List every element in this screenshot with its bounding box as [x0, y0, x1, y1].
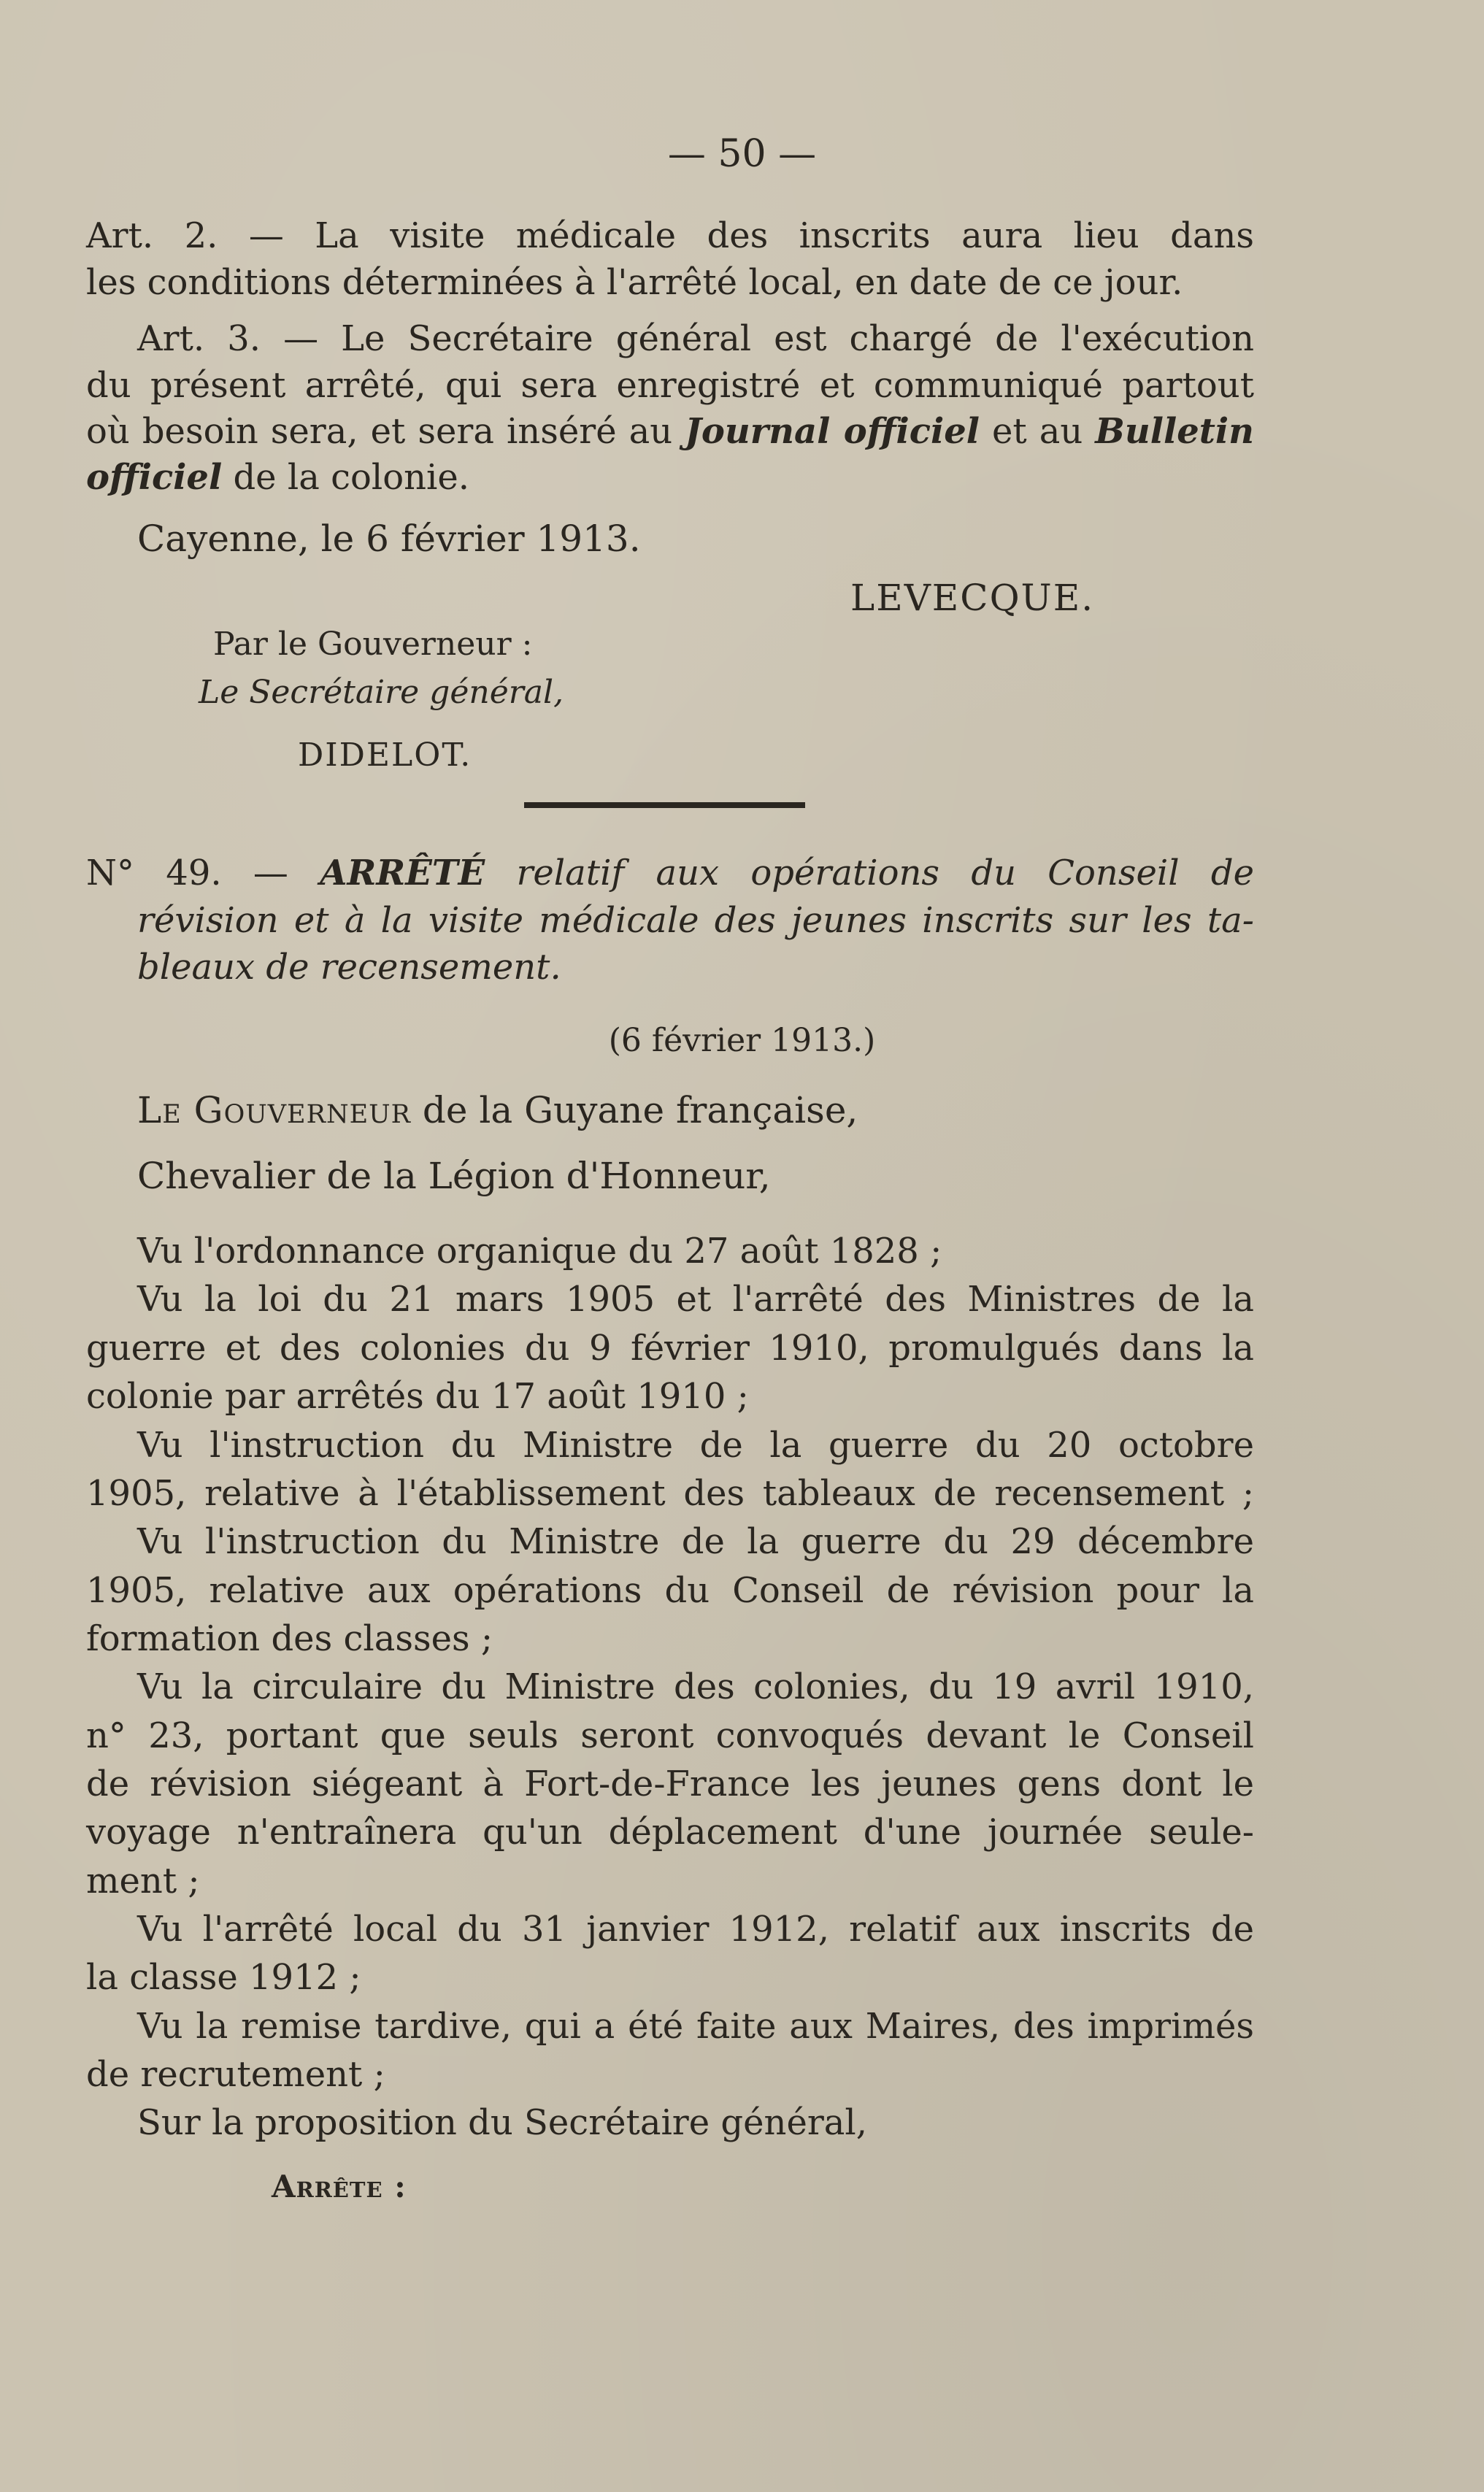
par-le-gouverneur: Par le Gouverneur : [213, 626, 533, 663]
vu-line-7: Vu l'instruction du Ministre de la guerre du 29 décembre [137, 1521, 1254, 1562]
decree-arrete: ARRÊTÉ [320, 853, 485, 893]
art3-line-3-c: et au [979, 411, 1096, 452]
decree-title-line-2: révision et à la visite médicale des jeunes inscrits sur les ta- [137, 900, 1254, 941]
journal-officiel-ref: Journal officiel [685, 411, 980, 452]
vu-line-2: Vu la loi du 21 mars 1905 et l'arrêté des Ministres de la [137, 1279, 1254, 1320]
vu-line-9: formation des classes ; [86, 1618, 493, 1659]
vu-line-4: colonie par arrêtés du 17 août 1910 ; [86, 1376, 749, 1417]
decree-date: (6 février 1913.) [608, 1022, 876, 1059]
vu-line-16: la classe 1912 ; [86, 1957, 361, 1998]
art3-line-3-a: où besoin sera, et sera inséré au [86, 411, 685, 452]
vu-line-10: Vu la circulaire du Ministre des colonies, du 19 avril 1910, [137, 1666, 1254, 1707]
art3-line-3 [86, 409, 1254, 454]
date-place: Cayenne, le 6 février 1913. [137, 518, 641, 560]
page-number: — 50 — [667, 132, 817, 176]
gouverneur-name [137, 1088, 858, 1133]
vu-line-15: Vu l'arrêté local du 31 janvier 1912, relatif aux inscrits de [137, 1909, 1254, 1950]
decree-number: N° 49. — [86, 853, 320, 893]
art2-line-2: les conditions déterminées à l'arrêté local, en date de ce jour. [86, 262, 1183, 303]
governor-signature: LEVECQUE. [850, 577, 1095, 619]
vu-line-19: Sur la proposition du Secrétaire général, [137, 2102, 868, 2143]
art3-line-2: du présent arrêté, qui sera enregistré et communiqué partout [86, 365, 1254, 406]
section-divider [524, 802, 805, 808]
vu-line-6: 1905, relative à l'établissement des tableaux de recensement ; [86, 1473, 1254, 1514]
vu-line-8: 1905, relative aux opérations du Conseil de révision pour la [86, 1570, 1254, 1611]
gouverneur-name-b: de la Guyane française, [410, 1089, 858, 1131]
officiel-ref: officiel [86, 457, 223, 498]
gouverneur-title-smallcaps: Le Gouverneur [137, 1089, 411, 1131]
vu-line-1: Vu l'ordonnance organique du 27 août 1828 ; [137, 1231, 942, 1272]
vu-line-17: Vu la remise tardive, qui a été faite aux Maires, des imprimés [137, 2006, 1254, 2047]
vu-line-12: de révision siégeant à Fort-de-France les jeunes gens dont le [86, 1764, 1254, 1804]
vu-line-11: n° 23, portant que seuls seront convoqués devant le Conseil [86, 1715, 1254, 1756]
art3-line-1: Art. 3. — Le Secrétaire général est chargé de l'exécution [137, 318, 1254, 359]
vu-line-13: voyage n'entraînera qu'un déplacement d'une journée seule- [86, 1812, 1254, 1853]
vu-line-3: guerre et des colonies du 9 février 1910, promulgués dans la [86, 1328, 1254, 1369]
art3-line-4 [86, 455, 469, 500]
decree-title-a: relatif aux opérations du Conseil de [485, 853, 1255, 893]
vu-line-5: Vu l'instruction du Ministre de la guerre du 20 octobre [137, 1425, 1254, 1466]
vu-line-18: de recrutement ; [86, 2054, 385, 2095]
secretaire-name: DIDELOT. [298, 737, 472, 774]
decree-title-line-1 [86, 850, 1254, 896]
gouverneur-honours: Chevalier de la Légion d'Honneur, [137, 1155, 771, 1197]
secretaire-title: Le Secrétaire général, [199, 674, 564, 711]
art2-line-1: Art. 2. — La visite médicale des inscrits aura lieu dans [86, 215, 1254, 256]
bulletin-ref: Bulletin [1095, 411, 1255, 452]
decree-title-line-3: bleaux de recensement. [137, 947, 561, 988]
arrete-heading: Arrête : [272, 2169, 407, 2204]
vu-line-14: ment ; [86, 1861, 200, 1901]
art3-line-4-b: de la colonie. [222, 457, 470, 498]
